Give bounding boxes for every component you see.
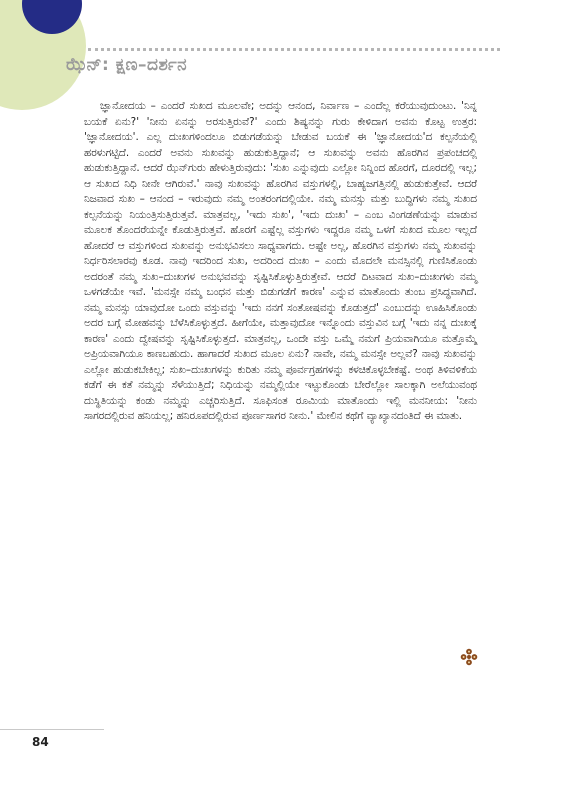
article-body: ಜ್ಞಾನೋದಯ – ಎಂದರೆ ಸುಖದ ಮೂಲವೇ; ಅದನ್ನು ಆನಂದ, ನಿರ್ವಾಣ – ಎಂದೆಲ್ಲ ಕರೆಯುವುದುಂಟು. 'ನಿನ್ನ ಬಯಕೆ ಏನು?' 'ನೀನು ಏನನ್ನು ಅರಸುತ್ತಿರುವೆ?' ಎಂದು ಶಿಷ್ಯನನ್ನು ಗುರು ಕೇಳಿದಾಗ ಅವನು ಕೊಟ್ಟ ಉತ್ತರ: 'ಜ್ಞಾನೋದಯ'. ಎಲ್ಲ ದುಃಖಗಳಿಂದಲೂ ಬಿಡುಗಡೆಯನ್ನು ಬೇಡುವ ಬಯಕೆ ಈ 'ಜ್ಞಾನೋದಯ'ದ ಕಲ್ಪನೆಯಲ್ಲಿ ಹರಳುಗಟ್ಟಿದೆ. ಎಂದರೆ ಅವನು ಸುಖವನ್ನು ಹುಡುಕುತ್ತಿದ್ದಾನೆ; ಆ ಸುಖವನ್ನು ಅವನು ಹೊರಗಿನ ಪ್ರಪಂಚದಲ್ಲಿ ಹುಡುಕುತ್ತಿದ್ದಾನೆ. ಆದರೆ ಝೆನ್‌ಗುರು ಹೇಳುತ್ತಿರುವುದು: 'ಸುಖ ಎನ್ನುವುದು ಎಲ್ಲೋ ನಿನ್ನಿಂದ ಹೊರಗೆ, ದೂರದಲ್ಲಿ ಇಲ್ಲ; ಆ ಸುಖದ ನಿಧಿ ನೀನೇ ಆಗಿರುವೆ.' ನಾವು ಸುಖವನ್ನು ಹೊರಗಿನ ವಸ್ತುಗಳಲ್ಲಿ, ಬಾಹ್ಯಜಗತ್ತಿನಲ್ಲಿ ಹುಡುಕುತ್ತೇವೆ. ಆದರೆ ನಿಜವಾದ ಸುಖ – ಆನಂದ – ಇರುವುದು ನಮ್ಮ ಅಂತರಂಗದಲ್ಲಿಯೇ. ನಮ್ಮ ಮನಸ್ಸು ಮತ್ತು ಬುದ್ಧಿಗಳು ನಮ್ಮ ಸುಖದ ಕಲ್ಪನೆಯನ್ನು ನಿಯಂತ್ರಿಸುತ್ತಿರುತ್ತವೆ. ಮಾತ್ರವಲ್ಲ, 'ಇದು ಸುಖ', 'ಇದು ದುಃಖ' – ಎಂಬ ವಿಂಗಡಣೆಯನ್ನು ಮಾಡುವ ಮೂಲಕ ತೊಂದರೆಯನ್ನೇ ಕೊಡುತ್ತಿರುತ್ತವೆ. ಹೊರಗೆ ಎಷ್ಟೆಲ್ಲ ವಸ್ತುಗಳು ಇದ್ದರೂ ನಮ್ಮ ಒಳಗೆ ಸುಖದ ಮೂಲ ಇಲ್ಲದೆ ಹೋದರೆ ಆ ವಸ್ತುಗಳಿಂದ ಸುಖವನ್ನು ಅನುಭವಿಸಲು ಸಾಧ್ಯವಾಗದು. ಅಷ್ಟೇ ಅಲ್ಲ, ಹೊರಗಿನ ವಸ್ತುಗಳು ನಮ್ಮ ಸುಖವನ್ನು ನಿರ್ಧರಿಸಲಾರವು ಕೂಡ. ನಾವು ಇದರಿಂದ ಸುಖ, ಅದರಿಂದ ದುಃಖ – ಎಂದು ಮೊದಲೇ ಮನಸ್ಸಿನಲ್ಲಿ ಗುಣಿಸಿಕೊಂಡು ಅದರಂತೆ ನಮ್ಮ ಸುಖ–ದುಃಖಗಳ ಅನುಭವವನ್ನು ಸೃಷ್ಟಿಸಿಕೊಳ್ಳುತ್ತಿರುತ್ತೇವೆ. ಆದರೆ ದಿಟವಾದ ಸುಖ–ದುಃಖಗಳು ನಮ್ಮ ಒಳಗಡೆಯೇ ಇವೆ. 'ಮನಸ್ಸೇ ನಮ್ಮ ಬಂಧನ ಮತ್ತು ಬಿಡುಗಡೆಗೆ ಕಾರಣ' ಎನ್ನುವ ಮಾತೊಂದು ತುಂಬ ಪ್ರಸಿದ್ಧವಾಗಿದೆ. ನಮ್ಮ ಮನಸ್ಸು ಯಾವುದೋ ಒಂದು ವಸ್ತುವನ್ನು 'ಇದು ನನಗೆ ಸಂತೋಷವನ್ನು ಕೊಡುತ್ತದೆ' ಎಂಬುದನ್ನು ಊಹಿಸಿಕೊಂಡು ಅದರ ಬಗ್ಗೆ ಮೋಹವನ್ನು ಬೆಳೆಸಿಕೊಳ್ಳುತ್ತದೆ. ಹೀಗೆಯೇ, ಮತ್ತಾವುದೋ ಇನ್ನೊಂದು ವಸ್ತುವಿನ ಬಗ್ಗೆ 'ಇದು ನನ್ನ ದುಃಖಕ್ಕೆ ಕಾರಣ' ಎಂದು ದ್ವೇಷವನ್ನು ಸೃಷ್ಟಿಸಿಕೊಳ್ಳುತ್ತದೆ. ಮಾತ್ರವಲ್ಲ, ಒಂದೇ ವಸ್ತು ಒಮ್ಮೆ ನಮಗೆ ಪ್ರಿಯವಾಗಿಯೂ ಮತ್ತೊಮ್ಮೆ ಅಪ್ರಿಯವಾಗಿಯೂ ಕಾಣಬಹುದು. ಹಾಗಾದರೆ ಸುಖದ ಮೂಲ ಏನು? ನಾವೇ, ನಮ್ಮ ಮನಸ್ಸೇ ಅಲ್ಲವೆ? ನಾವು ಸುಖವನ್ನು ಎಲ್ಲೋ ಹುಡುಕಬೇಕಿಲ್ಲ; ಸುಖ–ದುಃಖಗಳನ್ನು ಕುರಿತು ನಮ್ಮ ಪೂರ್ವಗ್ರಹಗಳನ್ನು ಕಳಚಿಕೊಳ್ಳಬೇಕಷ್ಟೆ. ಅಂಥ ತಿಳಿವಳಿಕೆಯ ಕಡೆಗೆ ಈ ಕತೆ ನಮ್ಮನ್ನು ಸೆಳೆಯುತ್ತಿದೆ; ನಿಧಿಯನ್ನು ನಮ್ಮಲ್ಲಿಯೇ ಇಟ್ಟುಕೊಂಡು ಬೇರೆಲ್ಲೋ ಸಾಲಕ್ಕಾಗಿ ಅಲೆಯುವಂಥ ದುಸ್ಥಿತಿಯನ್ನು ಕಂಡು ನಮ್ಮನ್ನು ಎಚ್ಚರಿಸುತ್ತಿದೆ. ಸೂಫಿಸಂತ ರೂಮಿಯ ಮಾತೊಂದು ಇಲ್ಲಿ ಮನನೀಯ: 'ನೀನು ಸಾಗರದಲ್ಲಿರುವ ಹನಿಯಲ್ಲ; ಹನಿರೂಪದಲ್ಲಿರುವ ಪೂರ್ಣಸಾಗರ ನೀನು.' ಮೇಲಿನ ಕಥೆಗೆ ವ್ಯಾಖ್ಯಾನದಂತಿದೆ ಈ ಮಾತು. — [84, 100, 477, 422]
header-dotted-rule — [88, 48, 500, 51]
footer-rule — [0, 729, 104, 730]
flower-ornament-icon — [460, 648, 478, 666]
page-number: 84 — [32, 735, 49, 749]
section-title: ಝೆನ್: ಕ್ಷಣ–ದರ್ಶನ — [66, 55, 188, 75]
